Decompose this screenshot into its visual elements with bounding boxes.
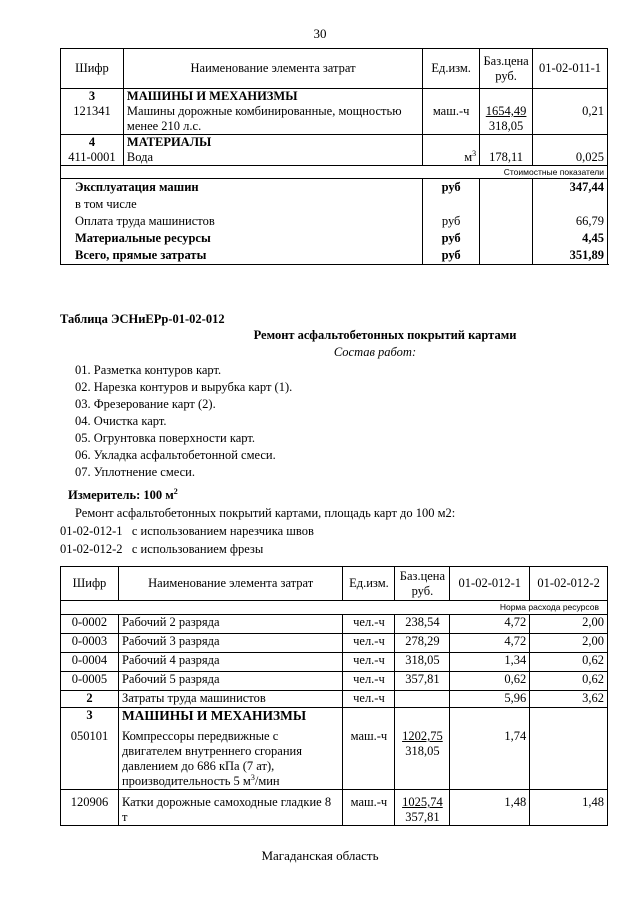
summary-empty	[480, 179, 533, 265]
summary-name: Материальные ресурсы	[75, 231, 211, 245]
resource-value-cell	[450, 708, 530, 790]
resource-value: 0,21	[582, 104, 604, 118]
col-name-header: Наименование элемента затрат	[123, 49, 422, 89]
resource-unit: маш.-ч	[432, 104, 470, 118]
resource-value-1: 1,48	[450, 790, 530, 826]
price-top: 178,11	[489, 150, 524, 164]
cost-caption: Стоимостные показатели	[61, 166, 608, 179]
section-title: МАТЕРИАЛЫ	[126, 135, 212, 149]
worker-value-2: 2,00	[530, 634, 608, 653]
summary-unit: руб	[441, 231, 461, 245]
resource-name-cell	[123, 135, 422, 166]
price-top: 1654,49	[485, 104, 527, 118]
worker-price: 318,05	[395, 653, 450, 672]
resource-code: 121341	[73, 104, 111, 118]
section-number	[61, 708, 119, 790]
resource-name-cell	[123, 89, 422, 135]
summary-unit: руб	[441, 248, 461, 262]
resource-code: 120906	[61, 790, 119, 826]
worker-value-1: 0,62	[450, 672, 530, 691]
table-row	[61, 672, 608, 691]
section-num-text: 3	[88, 89, 96, 103]
variant-2: 01-02-012-2 с использованием фрезы	[60, 542, 264, 556]
col-code-header: Шифр	[61, 567, 119, 601]
table-row	[61, 708, 608, 790]
resource-value-cell	[533, 135, 608, 166]
summary-name: Оплата труда машинистов	[75, 214, 215, 228]
summary-units	[423, 179, 480, 265]
table-row	[61, 790, 608, 826]
worker-code: 0-0005	[61, 672, 119, 691]
worker-unit: чел.-ч	[343, 615, 395, 634]
col-code-header: Шифр	[61, 49, 124, 89]
measure-label: Измеритель: 100 $м^2$	[68, 486, 178, 502]
resource-name: Катки дорожные самоходные гладкие 8 т	[118, 790, 343, 826]
worker-value-1: 1,34	[450, 653, 530, 672]
table-row	[61, 615, 608, 634]
summary-unit: руб	[441, 180, 461, 194]
col-unit-header: Ед.изм.	[423, 49, 480, 89]
resource-value-1: 1,74	[504, 729, 527, 743]
worker-value-2: 0,62	[530, 672, 608, 691]
section-heading: Ремонт асфальтобетонных покрытий картами	[253, 328, 517, 342]
price-bottom: 318,05	[488, 119, 524, 133]
col-norm-header: 01-02-011-1	[533, 49, 608, 89]
worker-name: Рабочий 5 разряда	[118, 672, 343, 691]
resource-name: Вода	[126, 150, 154, 164]
worker-price: 357,81	[395, 672, 450, 691]
summary-name: Эксплуатация машин	[75, 180, 199, 194]
resource-name: Машины дорожные комбинированные, мощностью менее 210 л.с.	[126, 104, 402, 133]
price-bottom: 357,81	[405, 810, 440, 824]
composition-title: Состав работ:	[333, 345, 417, 359]
summary-value: 347,44	[569, 180, 604, 194]
resource-value-2: 1,48	[530, 790, 608, 826]
col-price-header: Баз.цена руб.	[480, 49, 533, 89]
worker-name: Рабочий 2 разряда	[118, 615, 343, 634]
col-norm1-header: 01-02-012-1	[450, 567, 530, 601]
table-row	[61, 653, 608, 672]
summary-name: Всего, прямые затраты	[75, 248, 207, 262]
worker-code: 0-0004	[61, 653, 119, 672]
summary-value: 351,89	[569, 248, 604, 262]
summary-names	[61, 179, 423, 265]
work-item: 06. Укладка асфальтобетонной смеси.	[75, 448, 276, 462]
row-price	[395, 691, 450, 708]
section-number	[61, 89, 124, 135]
worker-unit: чел.-ч	[343, 634, 395, 653]
variant-1: 01-02-012-1 с использованием нарезчика швов	[60, 524, 314, 538]
table-title: Таблица ЭСНиЕРр-01-02-012	[60, 312, 225, 326]
work-item: 01. Разметка контуров карт.	[75, 363, 222, 377]
work-item: 07. Уплотнение смеси.	[75, 465, 195, 479]
resource-value-cell	[530, 708, 608, 790]
resource-unit: $м^3$	[464, 148, 477, 164]
price-bottom: 318,05	[405, 744, 440, 758]
resource-code: 411-0001	[68, 150, 116, 164]
worker-value-1: 4,72	[450, 634, 530, 653]
worker-unit: чел.-ч	[343, 653, 395, 672]
worker-code: 0-0002	[61, 615, 119, 634]
resource-unit-cell	[343, 708, 395, 790]
resource-unit-cell	[423, 89, 480, 135]
resource-code: 050101	[70, 729, 109, 743]
table-row	[61, 691, 608, 708]
work-item: 02. Нарезка контуров и вырубка карт (1).	[75, 380, 293, 394]
resource-unit: маш.-ч	[343, 790, 395, 826]
table-1	[60, 48, 608, 265]
worker-price: 238,54	[395, 615, 450, 634]
worker-value-2: 0,62	[530, 653, 608, 672]
price-top: 1202,75	[402, 729, 443, 743]
work-item: 03. Фрезерование карт (2).	[75, 397, 216, 411]
resource-price-cell	[395, 790, 450, 826]
resource-price-cell	[480, 89, 533, 135]
section-num-text: 3	[86, 708, 93, 722]
work-item: 04. Очистка карт.	[75, 414, 167, 428]
resource-unit-cell	[423, 135, 480, 166]
summary-unit: руб	[441, 214, 461, 228]
worker-name: Рабочий 4 разряда	[118, 653, 343, 672]
resource-unit: маш.-ч	[350, 729, 388, 743]
row-value-1: 5,96	[450, 691, 530, 708]
resource-value-cell	[533, 89, 608, 135]
resource-name: Компрессоры передвижные с двигателем внутреннего сгорания давлением до 686 кПа (7 ат), производительность 5 $м^3$/мин	[121, 729, 302, 788]
resource-price-cell	[395, 708, 450, 790]
col-name-header: Наименование элемента затрат	[118, 567, 343, 601]
section-number	[61, 135, 124, 166]
row-name: Затраты труда машинистов	[118, 691, 343, 708]
table-row	[61, 634, 608, 653]
section-title: МАШИНЫ И МЕХАНИЗМЫ	[126, 89, 298, 103]
worker-value-2: 2,00	[530, 615, 608, 634]
section-num-text: 4	[88, 135, 96, 149]
worker-code: 0-0003	[61, 634, 119, 653]
resource-value: 0,025	[575, 150, 604, 164]
table-1-bottom-border	[60, 264, 609, 265]
norm-caption: Норма расхода ресурсов	[61, 601, 608, 615]
price-top: 1025,74	[402, 795, 443, 809]
row-value-2: 3,62	[530, 691, 608, 708]
page-number: 30	[313, 26, 327, 41]
col-price-header: Баз.цена руб.	[395, 567, 450, 601]
worker-value-1: 4,72	[450, 615, 530, 634]
footer-region: Магаданская область	[261, 848, 379, 863]
section-title: МАШИНЫ И МЕХАНИЗМЫ	[121, 708, 307, 723]
table-2	[60, 566, 608, 826]
worker-unit: чел.-ч	[343, 672, 395, 691]
summary-values	[533, 179, 608, 265]
worker-name: Рабочий 3 разряда	[118, 634, 343, 653]
summary-value: 66,79	[575, 214, 604, 228]
summary-value: 4,45	[582, 231, 604, 245]
work-item: 05. Огрунтовка поверхности карт.	[75, 431, 255, 445]
works-list	[75, 362, 292, 481]
row-unit: чел.-ч	[343, 691, 395, 708]
col-norm2-header: 01-02-012-2	[530, 567, 608, 601]
section-number: 2	[61, 691, 119, 708]
resource-price-cell	[480, 135, 533, 166]
resource-name-cell	[118, 708, 343, 790]
worker-price: 278,29	[395, 634, 450, 653]
summary-name: в том числе	[75, 197, 137, 211]
col-unit-header: Ед.изм.	[343, 567, 395, 601]
description: Ремонт асфальтобетонных покрытий картами, площадь карт до 100 м2:	[75, 506, 456, 520]
